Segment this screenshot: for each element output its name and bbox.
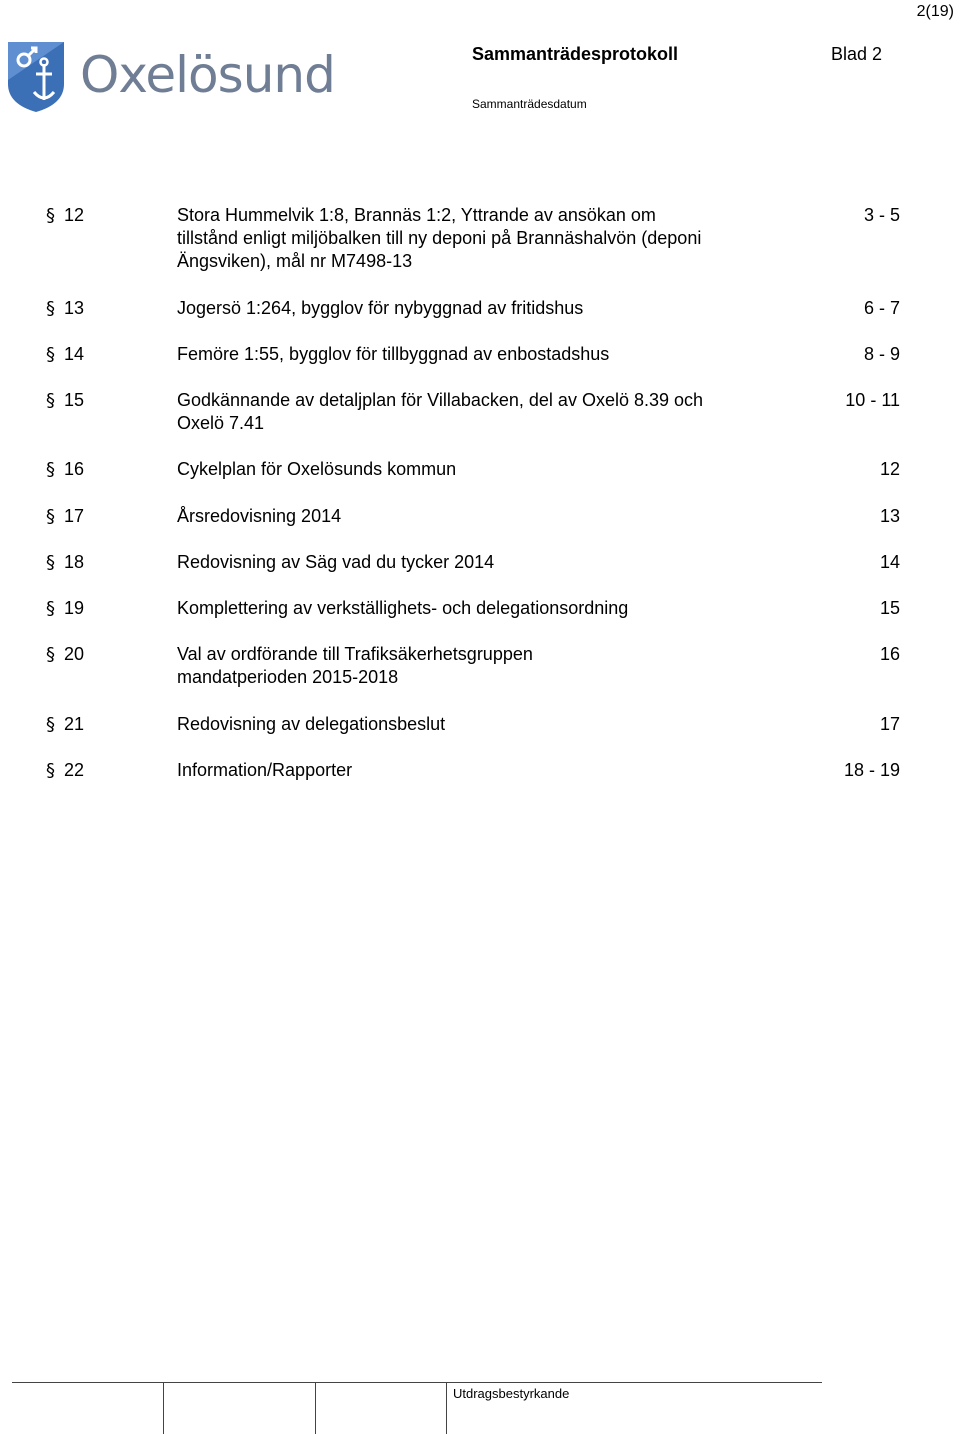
item-subject: Godkännande av detaljplan för Villabacken, del av Oxelö 8.39 och Oxelö 7.41 <box>177 390 704 433</box>
item-pages: 13 <box>879 506 900 526</box>
section-sign: § <box>46 714 55 735</box>
signature-box-divider <box>163 1382 164 1434</box>
signature-box-divider <box>315 1382 316 1434</box>
attestation-label: Utdragsbestyrkande <box>453 1386 570 1401</box>
item-pages: 18 - 19 <box>843 760 900 780</box>
item-pages: 8 - 9 <box>863 344 900 364</box>
item-pages: 6 - 7 <box>863 298 900 318</box>
item-pages: 17 <box>879 714 900 734</box>
item-pages: 10 - 11 <box>845 390 900 410</box>
item-pages: 12 <box>879 459 900 479</box>
section-sign: § <box>46 760 55 781</box>
item-number: 12 <box>64 205 85 225</box>
section-sign: § <box>46 390 55 411</box>
item-subject: Information/Rapporter <box>177 760 353 780</box>
item-number: 20 <box>64 644 85 664</box>
item-subject: Redovisning av delegationsbeslut <box>177 714 446 734</box>
item-subject: Femöre 1:55, bygglov för tillbyggnad av enbostadshus <box>177 344 610 364</box>
meeting-date-label: Sammanträdesdatum <box>472 97 587 111</box>
page-number: 2(19) <box>916 3 954 20</box>
sheet-label: Blad 2 <box>831 44 883 64</box>
footer-top-rule <box>12 1382 822 1383</box>
document-title: Sammanträdesprotokoll <box>472 44 679 64</box>
item-number: 17 <box>64 506 85 526</box>
item-number: 15 <box>64 390 85 410</box>
item-subject: Årsredovisning 2014 <box>177 506 342 526</box>
item-subject: Cykelplan för Oxelösunds kommun <box>177 459 457 479</box>
item-number: 14 <box>64 344 85 364</box>
item-number: 16 <box>64 459 85 479</box>
item-pages: 14 <box>879 552 900 572</box>
section-sign: § <box>46 644 55 665</box>
oxelosund-logo <box>6 40 335 118</box>
item-number: 21 <box>64 714 85 734</box>
item-subject: Komplettering av verkställighets- och delegationsordning <box>177 598 629 618</box>
section-sign: § <box>46 552 55 573</box>
item-number: 22 <box>64 760 85 780</box>
section-sign: § <box>46 459 55 480</box>
section-sign: § <box>46 506 55 527</box>
logo-text: Oxelösund <box>80 46 335 104</box>
item-subject: Jogersö 1:264, bygglov för nybyggnad av fritidshus <box>177 298 584 318</box>
signature-box-divider <box>446 1382 447 1434</box>
item-subject: Stora Hummelvik 1:8, Brannäs 1:2, Yttrande av ansökan om tillstånd enligt miljöbalken till ny deponi på Brannäshalvön (deponi Ängsviken), mål nr M7498-13 <box>177 205 702 271</box>
section-sign: § <box>46 344 55 365</box>
item-number: 13 <box>64 298 85 318</box>
section-sign: § <box>46 598 55 619</box>
attestation-footer <box>12 1382 822 1434</box>
item-pages: 16 <box>879 644 900 664</box>
item-subject: Val av ordförande till Trafiksäkerhetsgruppen mandatperioden 2015-2018 <box>177 644 533 687</box>
item-number: 18 <box>64 552 85 572</box>
item-number: 19 <box>64 598 85 618</box>
item-subject: Redovisning av Säg vad du tycker 2014 <box>177 552 495 572</box>
section-sign: § <box>46 298 55 319</box>
municipal-shield-icon <box>6 40 66 114</box>
section-sign: § <box>46 205 55 226</box>
item-pages: 3 - 5 <box>863 205 900 225</box>
item-pages: 15 <box>879 598 900 618</box>
